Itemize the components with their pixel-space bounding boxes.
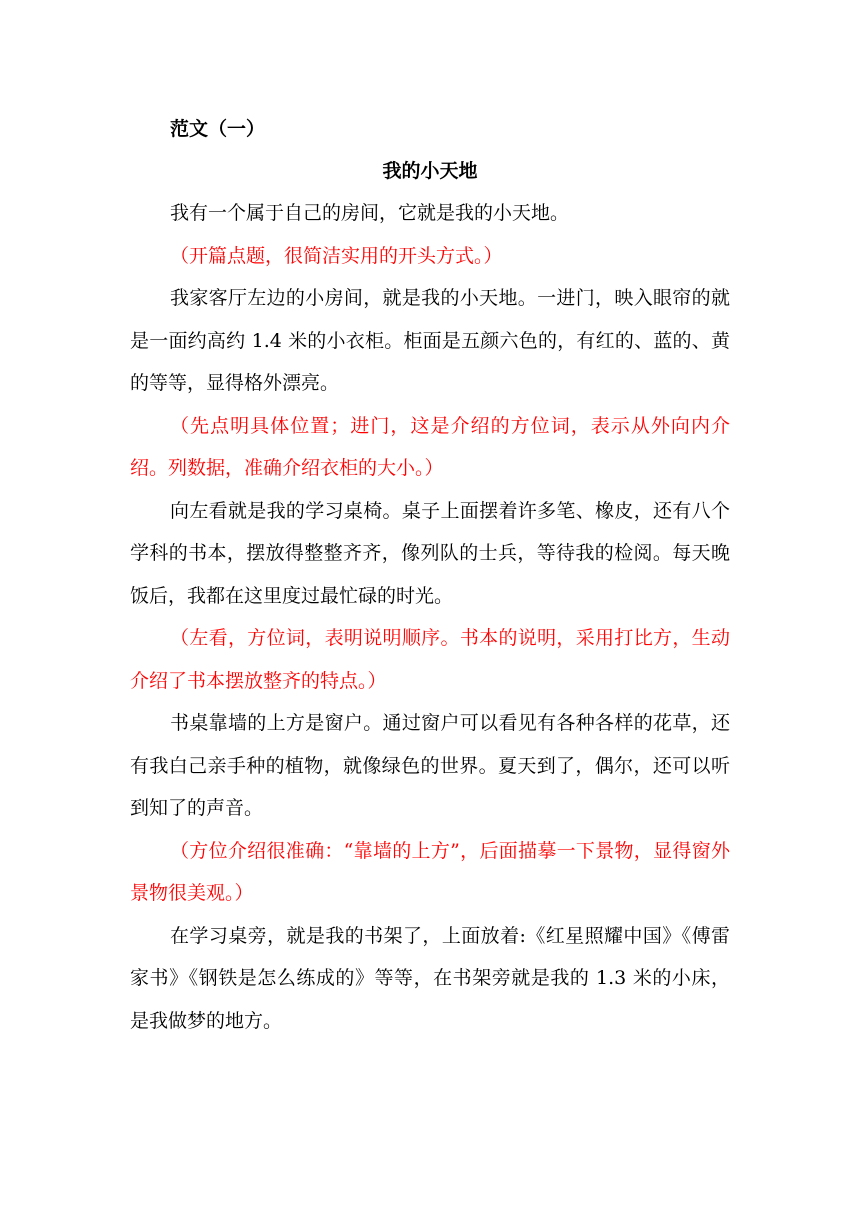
essay-title: 我的小天地 <box>382 160 478 182</box>
annotation-wardrobe: （先点明具体位置；进门，这是介绍的方位词，表示从外向内介绍。列数据，准确介绍衣柜的大小。） <box>130 414 730 479</box>
paragraph-wardrobe: 我家客厅左边的小房间，就是我的小天地。一进门，映入眼帘的就是一面约高约 1.4 米的小衣柜。柜面是五颜六色的，有红的、蓝的、黄的等等，显得格外漂亮。 <box>130 287 730 394</box>
annotation-window: （方位介绍很准确：“靠墙的上方”，后面描摹一下景物，显得窗外景物很美观。） <box>130 839 730 904</box>
annotation-intro: （开篇点题，很简洁实用的开头方式。） <box>170 244 503 267</box>
paragraph-bookshelf: 在学习桌旁，就是我的书架了，上面放着:《红星照耀中国》《傅雷家书》《钢铁是怎么练成的》等等，在书架旁就是我的 1.3 米的小床，是我做梦的地方。 <box>130 924 730 1032</box>
document-page <box>130 108 730 1042</box>
section-label: 范文（一） <box>170 118 266 140</box>
paragraph-desk: 向左看就是我的学习桌椅。桌子上面摆着许多笔、橡皮，还有八个学科的书本，摆放得整整齐齐，像列队的士兵，等待我的检阅。每天晚饭后，我都在这里度过最忙碌的时光。 <box>130 499 730 607</box>
paragraph-intro: 我有一个属于自己的房间，它就是我的小天地。 <box>170 202 570 224</box>
annotation-desk: （左看，方位词，表明说明顺序。书本的说明，采用打比方，生动介绍了书本摆放整齐的特点。） <box>130 627 730 692</box>
paragraph-window: 书桌靠墙的上方是窗户。通过窗户可以看见有各种各样的花草，还有我白己亲手种的植物，就像绿色的世界。夏天到了，偶尔，还可以听到知了的声音。 <box>130 712 730 819</box>
